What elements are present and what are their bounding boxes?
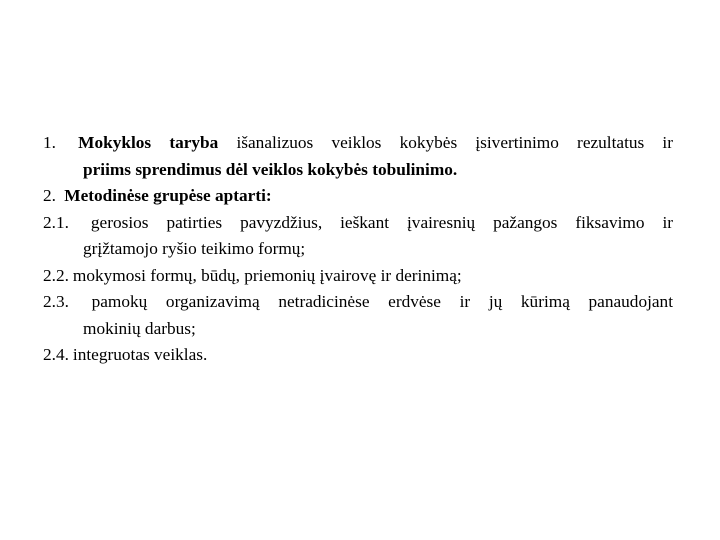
list-item-1-line-2 xyxy=(43,157,673,184)
list-item-1-bold-continuation: priims sprendimus dėl veiklos kokybės tobulinimo. xyxy=(83,159,458,179)
list-item-2-4 xyxy=(43,342,673,369)
list-item-2-3 xyxy=(43,289,673,342)
list-item-2-number: 2. xyxy=(43,186,56,205)
list-item-1-number: 1. xyxy=(43,133,56,152)
list-item-2-1-number: 2.1. xyxy=(43,212,69,232)
list-item-2-4-text: integruotas veiklas. xyxy=(72,345,208,364)
list-item-2-1-line-2 xyxy=(43,236,673,263)
list-item-2-line-1 xyxy=(43,183,673,210)
list-item-2-bold-text: Metodinėse grupėse aptarti: xyxy=(64,186,272,205)
list-item-2-4-number: 2.4. xyxy=(43,345,69,364)
list-item-2 xyxy=(43,183,673,210)
list-item-2-4-line-1 xyxy=(43,342,673,369)
list-item-2-1-line-1 xyxy=(43,210,673,237)
list-item-1-text: išanalizuos veiklos kokybės įsivertinimo rezultatus ir xyxy=(236,133,673,152)
list-item-2-2-number: 2.2. xyxy=(43,265,69,285)
list-item-1 xyxy=(43,130,673,183)
list-item-2-3-text: pamokų organizavimą netradicinėse erdvėse ir jų kūrimą panaudojant xyxy=(91,292,673,311)
list-item-2-2 xyxy=(43,263,673,290)
list-item-2-2-text: mokymosi formų, būdų, priemonių įvairovę ir derinimą; xyxy=(72,265,462,285)
list-item-2-3-continuation: mokinių darbus; xyxy=(83,318,196,338)
list-item-2-2-line-1 xyxy=(43,263,673,290)
list-item-2-3-line-1 xyxy=(43,289,673,316)
list-item-1-line-1 xyxy=(43,130,673,157)
list-item-1-bold-lead: Mokyklos taryba xyxy=(78,133,219,152)
list-item-2-1-text: gerosios patirties pavyzdžius, ieškant įvairesnių pažangos fiksavimo ir xyxy=(90,212,673,232)
list-item-2-3-number: 2.3. xyxy=(43,292,69,311)
list-item-2-1 xyxy=(43,210,673,263)
text-body xyxy=(43,130,673,369)
list-item-2-1-continuation: grįžtamojo ryšio teikimo formų; xyxy=(83,239,306,258)
list-item-2-3-line-2 xyxy=(43,316,673,343)
